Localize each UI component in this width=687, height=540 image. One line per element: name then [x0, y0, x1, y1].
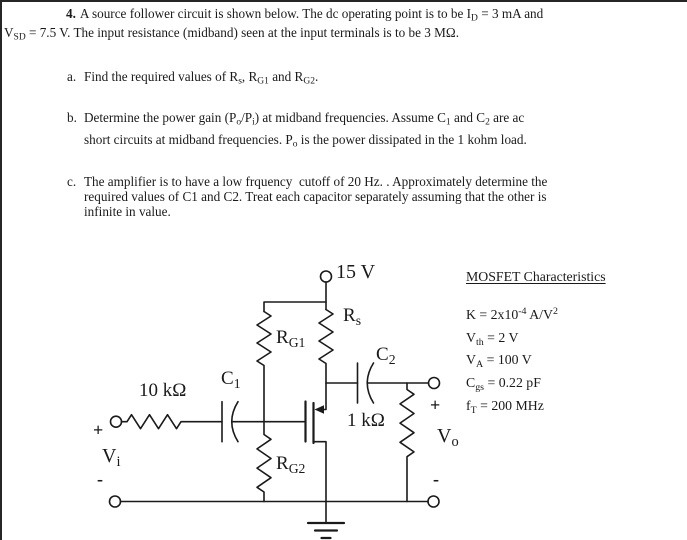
mosfet-drain-lead [314, 442, 327, 502]
vi-minus-sign: - [97, 469, 103, 489]
vo-minus-sign: - [433, 469, 439, 489]
resistor-rg1 [257, 312, 271, 422]
item-b-text-line-1: Determine the power gain $(P_o/P_i)$ at midband frequencies. Assume $C_1$ and $C_2$ are ac [84, 110, 525, 128]
resistor-input [122, 415, 223, 429]
capacitor-c2-plate-right [367, 363, 373, 403]
rg2-label: $R_{G2}$ [276, 453, 306, 476]
mosfet-param-cgs: $C_{gs} = 0.22$ pF [466, 375, 541, 393]
mosfet-panel-title: MOSFET Characteristics [466, 269, 606, 284]
terminal-vo-plus [429, 378, 440, 389]
terminal-vi-plus [111, 416, 122, 427]
item-b-text-line-2: short circuits at midband frequencies. $P_o$ is the power dissipated in the 1 kohm load. [84, 131, 527, 150]
rg1-label: $R_{G1}$ [276, 327, 306, 350]
input-resistor-label: 10 kΩ [139, 380, 187, 401]
capacitor-c1-plate-right [232, 402, 238, 442]
problem-statement-line-2: $V_{SD} = 7.5$ V. The input resistance (midband) seen at the input terminals is to be 3 MΩ. [4, 25, 459, 43]
mosfet-arrow [315, 405, 325, 414]
terminal-vdd [321, 271, 332, 282]
supply-voltage-label: 15 V [336, 261, 376, 283]
terminal-vo-minus [428, 496, 439, 507]
item-b-marker: b. [67, 110, 77, 125]
vi-plus-sign: + [93, 420, 104, 440]
problem-number: 4. [66, 6, 76, 21]
item-c-marker: c. [67, 173, 77, 189]
rs-label: $R_s$ [343, 305, 362, 328]
resistor-rg2 [257, 422, 271, 502]
page-top-border [0, 0, 687, 2]
ground-icon [308, 523, 344, 538]
c1-label: $C_1$ [221, 368, 241, 391]
vi-label: $V_i$ [102, 445, 121, 471]
item-a-text: Find the required values of $R_s$, $R_{G1}$ and $R_{G2}$. [84, 69, 319, 87]
item-a-marker: a. [67, 69, 77, 84]
load-resistor-label: 1 kΩ [347, 410, 385, 431]
mosfet-param-k: $K = 2x10^{-4}$ $A/V^2$ [466, 306, 558, 322]
wire-rg1-branch [264, 302, 326, 312]
mosfet-param-vth: $V_{th} = 2$ V [466, 329, 519, 348]
problem-statement-line-1 [66, 6, 543, 22]
resistor-rs [319, 310, 333, 384]
mosfet-source-lead [322, 383, 326, 410]
resistor-load [400, 383, 414, 502]
problem-line-1-text: A source follower circuit is shown below. The dc operating point is to be $I_D = 3$ mA and [79, 6, 544, 24]
c2-label: $C_2$ [376, 344, 396, 367]
item-c-text-line-1: The amplifier is to have a low frquency cutoff of 20 Hz. . Approximately determine the [84, 173, 548, 189]
item-c-text-line-3: infinite in value. [84, 203, 171, 219]
page-left-border [0, 0, 2, 540]
mosfet-param-va: $V_A = 100$ V [466, 352, 532, 370]
terminal-vi-minus [110, 496, 121, 507]
item-c-text-line-2: required values of C1 and C2. Treat each capacitor separately assuming that the other is [84, 188, 547, 204]
mosfet-param-ft: $f_T = 200$ MHz [466, 398, 544, 416]
vo-plus-sign: + [430, 395, 441, 415]
vo-label: $V_o$ [437, 425, 459, 451]
